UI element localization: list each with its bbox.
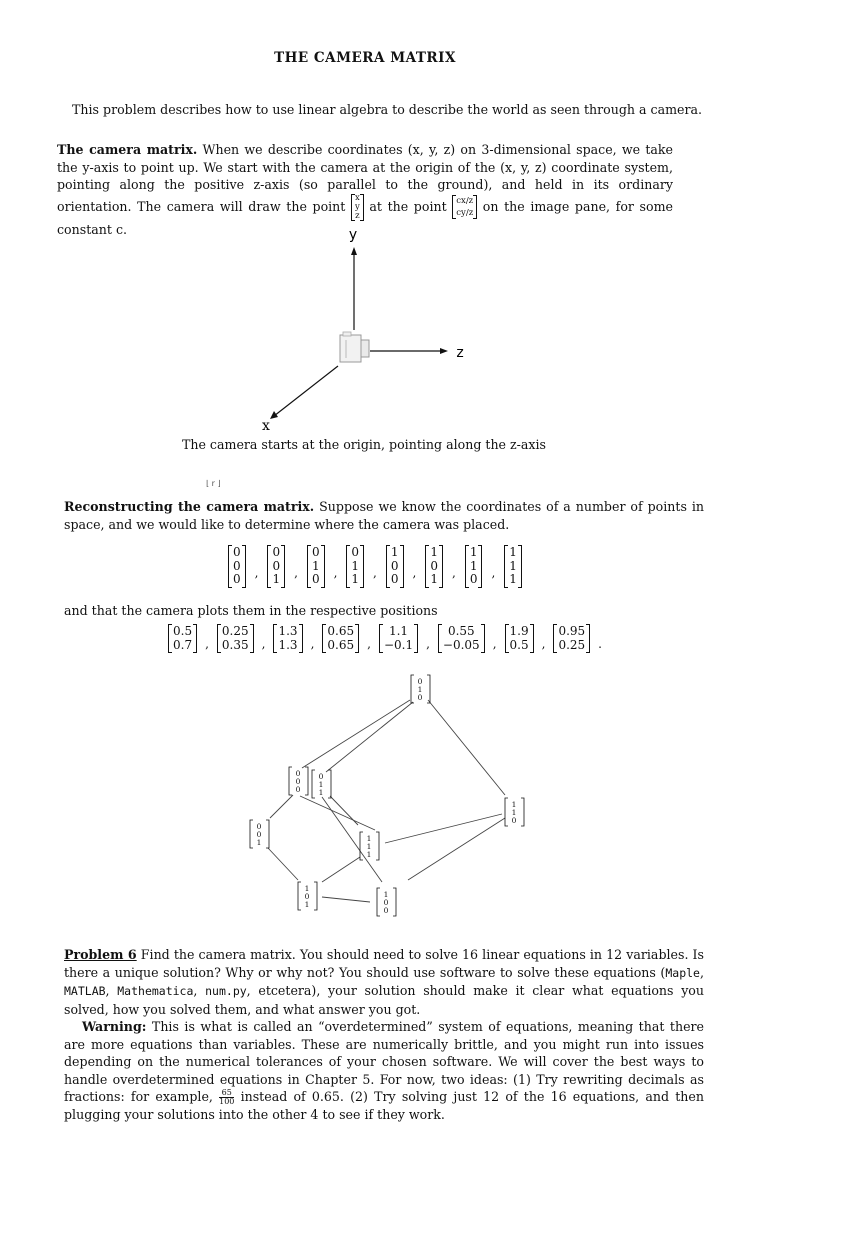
svg-text:1: 1 [366, 834, 372, 843]
position-vector: 1.1 −0.1 [379, 624, 418, 653]
problem-text-1: Find the camera matrix. You should need to solve 16 linear equations in 12 variables. Is there a unique solution? Why or why not? You should use software to solve these equations ( [64, 947, 704, 980]
position-vector: 0.95 0.25 [553, 624, 590, 653]
svg-text:1: 1 [366, 842, 372, 851]
point-entry-y: y [354, 201, 360, 212]
svg-text:0: 0 [295, 777, 301, 786]
svg-text:1: 1 [318, 788, 324, 797]
reconstruct-paragraph [64, 498, 704, 533]
middle-text: and that the camera plots them in the respective positions [64, 603, 438, 618]
warning-text-1: This is what is called an “overdetermined” system of equations, meaning that there are more equations than variables. These are numerically brittle, and you might run into issues depending on the numerical tolerances of your chosen software. We will cover the best ways to handle overdetermined equations in Chapter 5. For now, two ideas: (1) Try rewriting decimals as fractions: for example, [64, 1019, 704, 1105]
svg-text:0: 0 [304, 892, 310, 901]
axis-label-z: z [456, 345, 464, 361]
intro-text: This problem describes how to use linear algebra to describe the world as seen through a camera. [72, 102, 703, 117]
camera-matrix-text-1: When we describe coordinates (x, y, z) on 3-dimensional space, we take the y-axis to point up. We start with the camera at the origin of the (x, y, z) coordinate system, pointing along the positive z-axis (so parallel to the ground), and held in its ordinary orientation. The camera will draw the point [57, 142, 673, 214]
svg-text:1: 1 [304, 900, 310, 909]
point-vector: 0 0 1 [267, 545, 285, 588]
stray-mark: ⌊ r ⌋ [206, 479, 221, 488]
points-row: 0 0 0 , 0 0 1 , 0 1 0 , 0 1 1 , 1 0 0 , 1 0 1 , 1 1 0 , 1 1 1 [228, 545, 522, 588]
reconstruct-heading: Reconstructing the camera matrix. [64, 499, 315, 514]
position-vector: 0.55 −0.05 [438, 624, 485, 653]
axis-label-y: y [348, 227, 358, 243]
warning-label: Warning: [82, 1019, 147, 1034]
point-vector: 0 1 1 [346, 545, 364, 588]
point-vector: 0 0 0 [228, 545, 246, 588]
point-vector: 1 0 0 [386, 545, 404, 588]
svg-text:0: 0 [295, 785, 301, 794]
positions-row: 0.5 0.7 , 0.25 0.35 , 1.3 1.3 , 0.65 0.65 , 1.1 −0.1 , 0.55 −0.05 , 1.9 0.5 , 0.95 0.25 . [168, 624, 602, 653]
point-entry-x: x [354, 192, 360, 203]
svg-text:0: 0 [318, 772, 324, 781]
svg-text:1: 1 [383, 890, 389, 899]
page-title: THE CAMERA MATRIX [274, 50, 456, 66]
z-axis-arrowhead [440, 348, 448, 354]
problem-text-2: , etcetera), your solution should make it clear what equations you solved, how you solved them, and what answer you got. [64, 983, 705, 1017]
image-entry-cx: cx/z [456, 196, 474, 207]
svg-text:1: 1 [318, 780, 324, 789]
x-axis-arrowhead [270, 411, 278, 419]
node-001 [250, 820, 269, 848]
point-entry-z: z [355, 210, 360, 221]
svg-text:1: 1 [366, 850, 372, 859]
node-000 [289, 767, 308, 795]
software-numpy: num.py [205, 984, 247, 999]
axis-label-x: x [262, 418, 270, 434]
node-100 [377, 888, 396, 916]
position-vector: 1.9 0.5 [505, 624, 534, 653]
projection-edges [268, 700, 505, 902]
svg-text:0: 0 [256, 830, 262, 839]
point-matrix [351, 194, 364, 221]
node-110 [505, 798, 524, 826]
svg-text:1: 1 [417, 685, 423, 694]
image-entry-cy: cy/z [456, 208, 474, 219]
problem-label: Problem 6 [64, 947, 137, 962]
image-point-matrix [452, 195, 477, 219]
point-vector: 1 0 1 [425, 545, 443, 588]
camera-icon [340, 332, 369, 362]
svg-text:0: 0 [417, 677, 423, 686]
camera-matrix-text-3: on the image pane, for some constant c. [57, 198, 673, 237]
svg-text:1: 1 [304, 884, 310, 893]
figure1-caption: The camera starts at the origin, pointing along the z-axis [181, 437, 547, 452]
fraction-65-100: $\frac{65}{100}$ [219, 1088, 235, 1107]
svg-text:0: 0 [295, 769, 301, 778]
svg-text:0: 0 [383, 906, 389, 915]
point-vector: 0 1 0 [307, 545, 325, 588]
camera-matrix-heading: The camera matrix. [57, 142, 198, 157]
camera-axes-figure [240, 222, 500, 437]
node-011 [312, 770, 331, 798]
camera-matrix-text-2: at the point [369, 198, 447, 214]
svg-text:0: 0 [383, 898, 389, 907]
node-010 [411, 675, 430, 703]
projection-figure [230, 660, 560, 930]
svg-text:0: 0 [256, 822, 262, 831]
node-101 [298, 882, 317, 910]
point-vector: 1 1 1 [504, 545, 522, 588]
x-axis-line [274, 366, 338, 416]
position-vector: 1.3 1.3 [273, 624, 302, 653]
svg-text:1: 1 [511, 800, 517, 809]
svg-text:0: 0 [511, 816, 517, 825]
position-vector: 0.65 0.65 [322, 624, 359, 653]
y-axis-arrowhead [351, 247, 357, 255]
position-vector: 0.25 0.35 [217, 624, 254, 653]
svg-text:0: 0 [417, 693, 423, 702]
svg-text:1: 1 [511, 808, 517, 817]
svg-text:1: 1 [256, 838, 262, 847]
software-matlab: MATLAB [64, 984, 106, 999]
problem-paragraph: Problem 6 Find the camera matrix. You should need to solve 16 linear equations in 12 variables. Is there a unique solution? Why or why not? You should use software to solve these equations (Maple, MATLAB, Mathematica, num.py, etcetera), your solution should make it clear what equations you solved, how you solved them, and what answer you got. [64, 947, 705, 1017]
warning-paragraph [64, 1018, 704, 1124]
software-maple: Maple [665, 965, 700, 980]
software-mathematica: Mathematica [117, 984, 194, 999]
point-vector: 1 1 0 [465, 545, 483, 588]
node-111 [360, 832, 379, 860]
warning-text-2: instead of 0.65. (2) Try solving just 12 of the 16 equations, and then plugging your solutions into the other 4 to see if they work. [64, 1089, 704, 1123]
reconstruct-text: Suppose we know the coordinates of a number of points in space, and we would like to determine where the camera was placed. [64, 499, 704, 532]
position-vector: 0.5 0.7 [168, 624, 197, 653]
